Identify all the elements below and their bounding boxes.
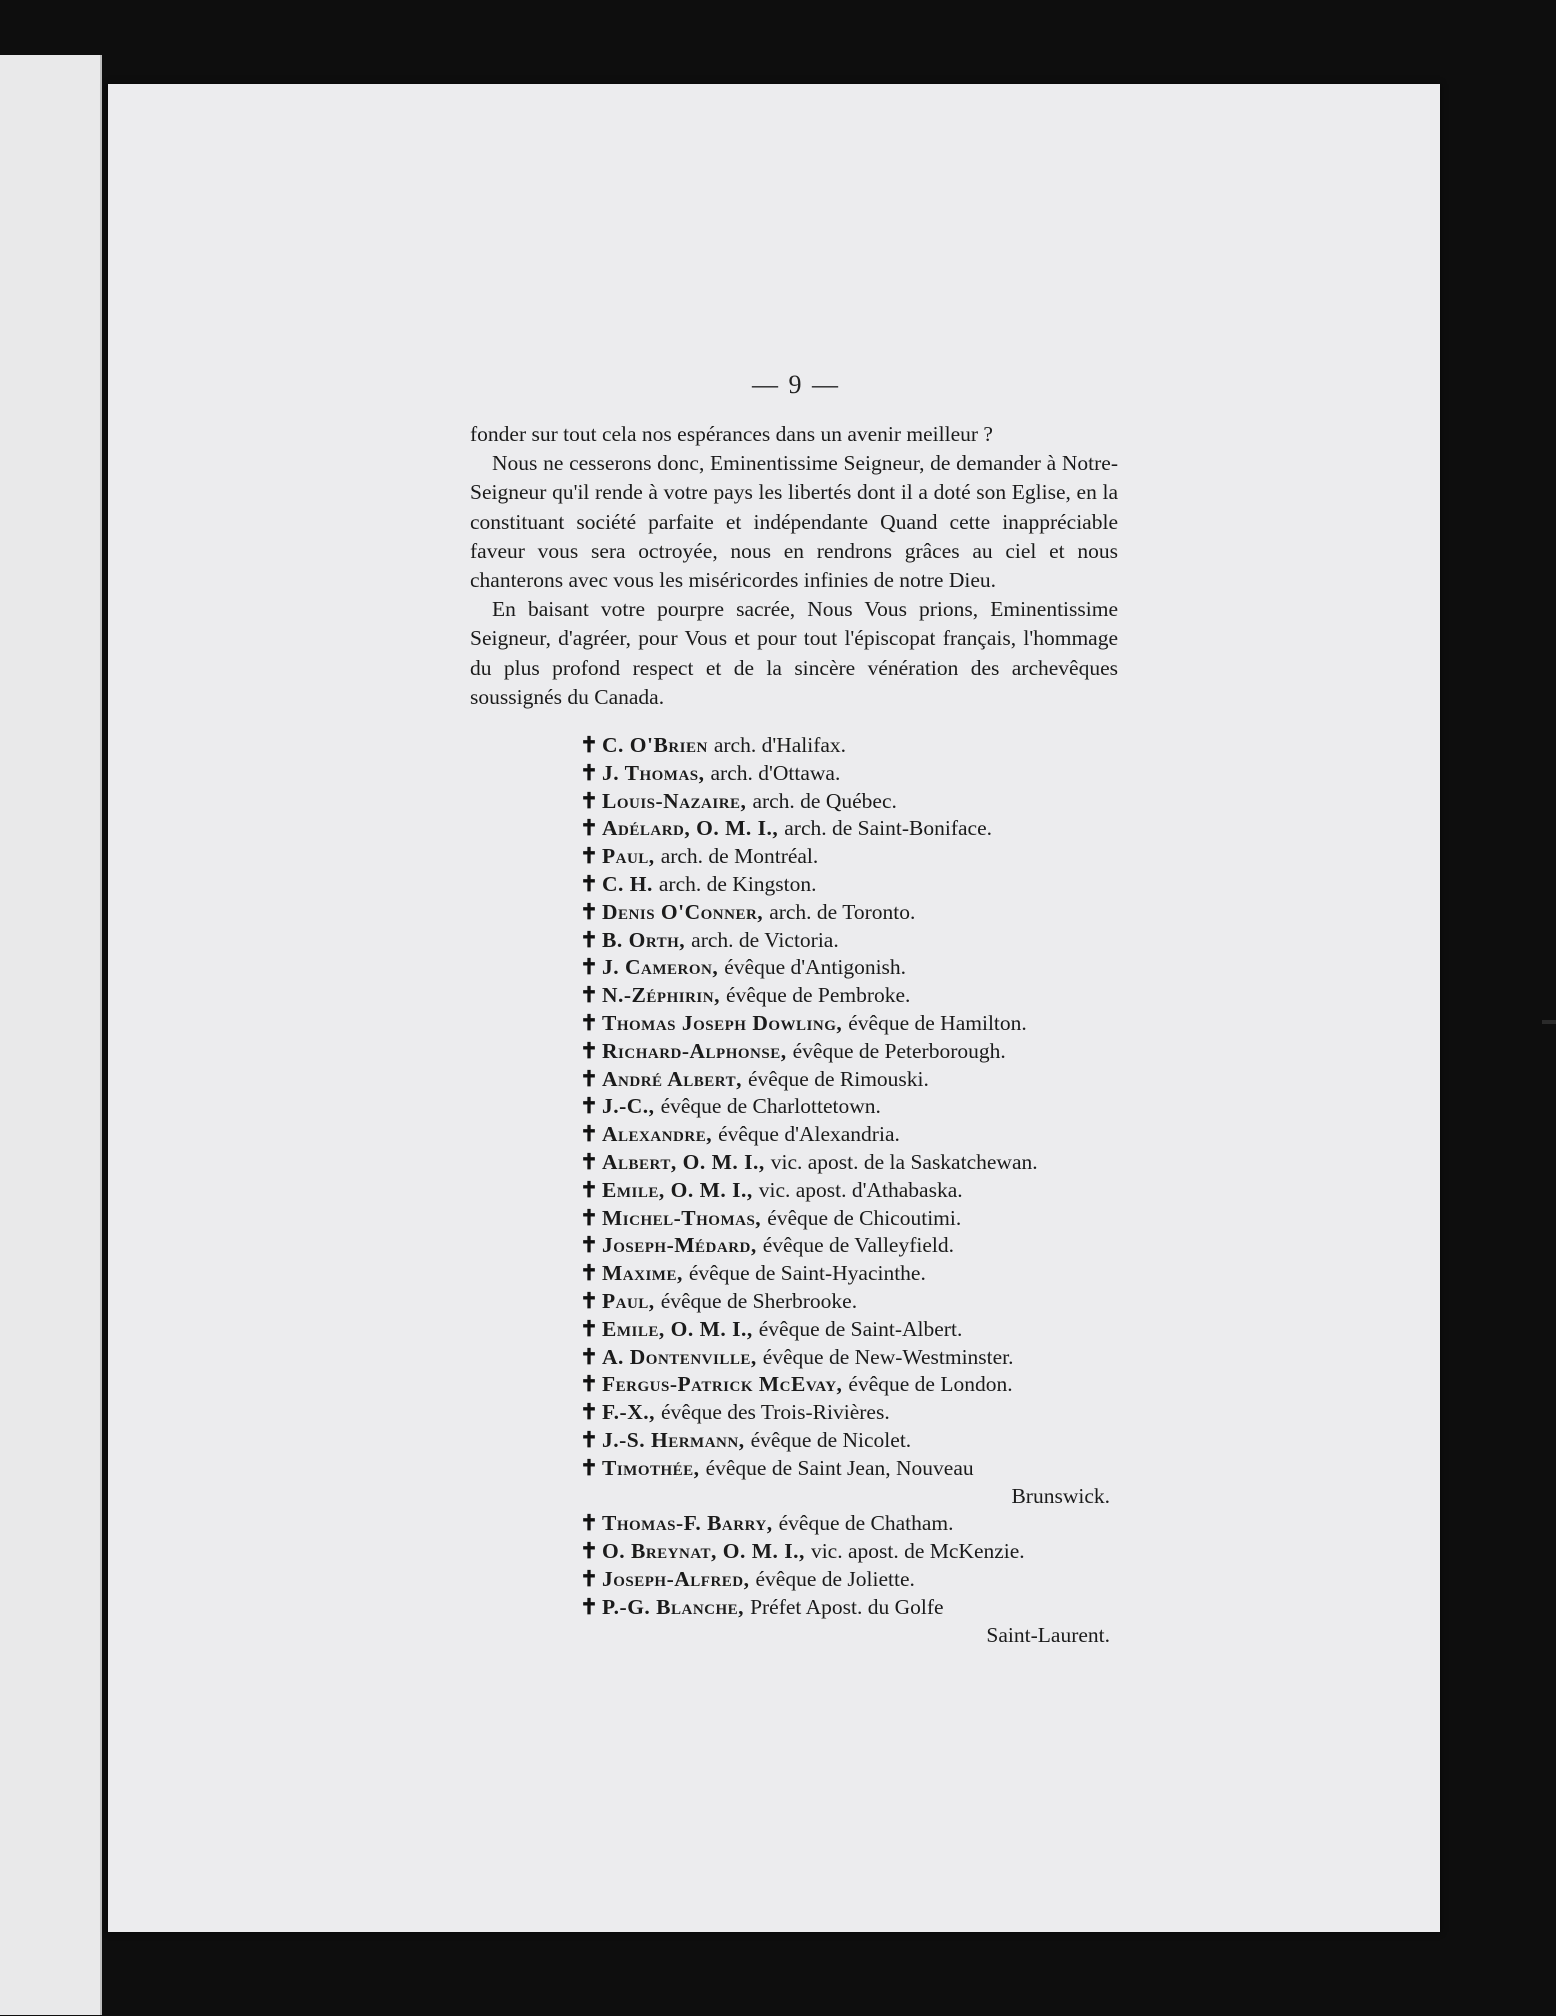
signatory-title: arch. de Montréal. [660, 844, 819, 869]
page-number: — 9 — [752, 370, 840, 399]
cross-icon: ✝ [580, 1288, 599, 1313]
cross-icon: ✝ [580, 733, 599, 757]
signatory-title: arch. de Toronto. [769, 899, 916, 924]
signatory-entry [580, 1566, 1120, 1594]
signatory-title: arch. de Québec. [752, 788, 897, 813]
cross-icon: ✝ [580, 1149, 599, 1174]
signatory-entry [580, 1066, 1120, 1094]
signatory-entry [580, 1260, 1120, 1288]
signatory-name: Fergus-Patrick McEvay, [602, 1372, 843, 1397]
cross-icon: ✝ [580, 1316, 599, 1341]
signatory-name: N.-Zéphirin, [602, 983, 720, 1008]
cross-icon: ✝ [580, 1233, 599, 1258]
signatory-name: Joseph-Médard, [602, 1233, 757, 1258]
signatory-title: arch. d'Ottawa. [710, 760, 841, 785]
signatory-entry [580, 1344, 1120, 1372]
signatory-name: Alexandre, [602, 1122, 713, 1147]
cross-icon: ✝ [580, 788, 599, 813]
signatory-title: évêque de Charlottetown. [660, 1094, 881, 1119]
signatory-title: vic. apost. de McKenzie. [810, 1539, 1025, 1564]
signatory-name: A. Dontenville, [602, 1344, 757, 1369]
signatory-name: Richard-Alphonse, [602, 1038, 787, 1063]
signatory-title: évêque de Saint-Hyacinthe. [688, 1261, 926, 1286]
cross-icon: ✝ [580, 1344, 599, 1369]
signatory-entry [580, 899, 1120, 927]
signatory-name: F.-X., [602, 1400, 655, 1425]
signatory-name: J.-S. Hermann, [602, 1427, 745, 1452]
cross-icon: ✝ [580, 1566, 599, 1591]
signatory-name: Emile, O. M. I., [602, 1316, 753, 1341]
signatory-name: C. H. [602, 871, 653, 896]
signatory-entry [580, 1121, 1120, 1149]
cross-icon: ✝ [580, 1372, 599, 1397]
cross-icon: ✝ [580, 1261, 599, 1286]
signatory-list [580, 732, 1120, 1649]
cross-icon: ✝ [580, 1122, 599, 1147]
signatory-name: Emile, O. M. I., [602, 1177, 753, 1202]
signatory-entry [580, 1038, 1120, 1066]
signatory-entry [580, 1399, 1120, 1427]
signatory-name: Timothée, [602, 1455, 700, 1480]
signatory-title: évêque d'Alexandria. [718, 1122, 900, 1147]
paragraph: Nous ne cesserons donc, Eminentissime Seigneur, de demander à Notre-Seigneur qu'il rende à votre pays les libertés dont il a doté son Eglise, en la constituant société parfaite et indépendante Quand cette inappréciable faveur vous sera octroyée, nous en rendrons grâces au ciel et nous chanterons avec vous les miséricordes infinies de notre Dieu. [470, 451, 1118, 593]
signatory-entry [580, 982, 1120, 1010]
signatory-entry [580, 1455, 1120, 1483]
signatory-title: évêque de Joliette. [755, 1566, 915, 1591]
signatory-name: Paul, [602, 1288, 655, 1313]
signatory-title: évêque de Pembroke. [725, 983, 911, 1008]
signatory-name: J. Cameron, [602, 955, 719, 980]
cross-icon: ✝ [580, 1539, 599, 1564]
signatory-title: évêque d'Antigonish. [724, 955, 907, 980]
facing-page-edge [0, 55, 102, 2015]
signatory-title: évêque de Chatham. [778, 1511, 954, 1536]
signatory-title: vic. apost. de la Saskatchewan. [770, 1149, 1038, 1174]
signatory-entry [580, 1010, 1120, 1038]
signatory-name: Thomas Joseph Dowling, [602, 1010, 843, 1035]
signatory-name: Joseph-Alfred, [602, 1566, 750, 1591]
cross-icon: ✝ [580, 1594, 599, 1619]
signatory-entry [580, 1594, 1120, 1622]
signatory-title: évêque de Saint-Albert. [758, 1316, 963, 1341]
signatory-title: évêque de London. [848, 1372, 1013, 1397]
signatory-title: évêque de Peterborough. [792, 1038, 1006, 1063]
signatory-title: évêque de Hamilton. [848, 1010, 1027, 1035]
signatory-name: Louis-Nazaire, [602, 788, 747, 813]
cross-icon: ✝ [580, 871, 599, 896]
signatory-entry [580, 732, 1120, 760]
cross-icon: ✝ [580, 1177, 599, 1202]
signatory-entry [580, 815, 1120, 843]
signatory-name: J. Thomas, [602, 760, 705, 785]
signatory-name: Thomas-F. Barry, [602, 1511, 773, 1536]
cross-icon: ✝ [580, 955, 599, 980]
cross-icon: ✝ [580, 1094, 599, 1119]
cross-icon: ✝ [580, 1400, 599, 1425]
signatory-entry [580, 1510, 1120, 1538]
signatory-entry [580, 760, 1120, 788]
signatory-entry [580, 1232, 1120, 1260]
signatory-entry [580, 1316, 1120, 1344]
signatory-continuation: Brunswick. [1011, 1483, 1110, 1508]
signatory-name: C. O'Brien [602, 733, 708, 757]
cross-icon: ✝ [580, 1038, 599, 1063]
signatory-name: Albert, O. M. I., [602, 1149, 765, 1174]
signatory-entry [580, 1149, 1120, 1177]
signatory-entry [580, 1177, 1120, 1205]
cross-icon: ✝ [580, 1205, 599, 1230]
signatory-entry [580, 1288, 1120, 1316]
signatory-title: Préfet Apost. du Golfe [750, 1594, 944, 1619]
signatory-name: B. Orth, [602, 927, 686, 952]
signatory-entry [580, 927, 1120, 955]
signatory-name: André Albert, [602, 1066, 742, 1091]
signatory-title: évêque de Nicolet. [750, 1427, 912, 1452]
signatory-title: évêque de Sherbrooke. [660, 1288, 858, 1313]
scan-edge-mark [1542, 1020, 1556, 1024]
signatory-title: arch. de Saint-Boniface. [784, 816, 992, 841]
signatory-entry [580, 1427, 1120, 1455]
signatory-title: évêque des Trois-Rivières. [660, 1400, 890, 1425]
cross-icon: ✝ [580, 1455, 599, 1480]
signatory-entry [580, 843, 1120, 871]
signatory-title: vic. apost. d'Athabaska. [758, 1177, 963, 1202]
signatory-name: Adélard, O. M. I., [602, 816, 779, 841]
cross-icon: ✝ [580, 927, 599, 952]
signatory-entry [580, 788, 1120, 816]
signatory-title: évêque de Rimouski. [747, 1066, 929, 1091]
signatory-entry [580, 1093, 1120, 1121]
signatory-name: Michel-Thomas, [602, 1205, 762, 1230]
cross-icon: ✝ [580, 1427, 599, 1452]
signatory-name: J.-C., [602, 1094, 655, 1119]
paragraph: fonder sur tout cela nos espérances dans un avenir meilleur ? [470, 422, 993, 446]
signatory-entry [580, 1538, 1120, 1566]
cross-icon: ✝ [580, 1511, 599, 1536]
signatory-title: évêque de Valleyfield. [762, 1233, 954, 1258]
cross-icon: ✝ [580, 816, 599, 841]
signatory-name: Denis O'Conner, [602, 899, 764, 924]
signatory-entry [580, 954, 1120, 982]
signatory-title: arch. de Kingston. [658, 871, 817, 896]
cross-icon: ✝ [580, 899, 599, 924]
signatory-title: arch. de Victoria. [691, 927, 839, 952]
paragraph: En baisant votre pourpre sacrée, Nous Vous prions, Eminentissime Seigneur, d'agréer, pour Vous et pour tout l'épiscopat français, l'hommage du plus profond respect et de la sincère vénération des archevêques soussignés du Canada. [470, 597, 1118, 709]
signatory-name: O. Breynat, O. M. I., [602, 1539, 805, 1564]
cross-icon: ✝ [580, 1066, 599, 1091]
signatory-continuation: Saint-Laurent. [986, 1622, 1110, 1647]
signatory-title: arch. d'Halifax. [713, 733, 847, 757]
letter-body [470, 420, 1118, 712]
cross-icon: ✝ [580, 1010, 599, 1035]
signatory-entry [580, 871, 1120, 899]
signatory-title: évêque de Chicoutimi. [767, 1205, 962, 1230]
signatory-name: P.-G. Blanche, [602, 1594, 745, 1619]
signatory-title: évêque de New-Westminster. [762, 1344, 1014, 1369]
cross-icon: ✝ [580, 983, 599, 1008]
signatory-name: Maxime, [602, 1261, 683, 1286]
cross-icon: ✝ [580, 844, 599, 869]
signatory-name: Paul, [602, 844, 655, 869]
signatory-title: évêque de Saint Jean, Nouveau [705, 1455, 974, 1480]
cross-icon: ✝ [580, 760, 599, 785]
signatory-entry [580, 1205, 1120, 1233]
signatory-entry [580, 1371, 1120, 1399]
